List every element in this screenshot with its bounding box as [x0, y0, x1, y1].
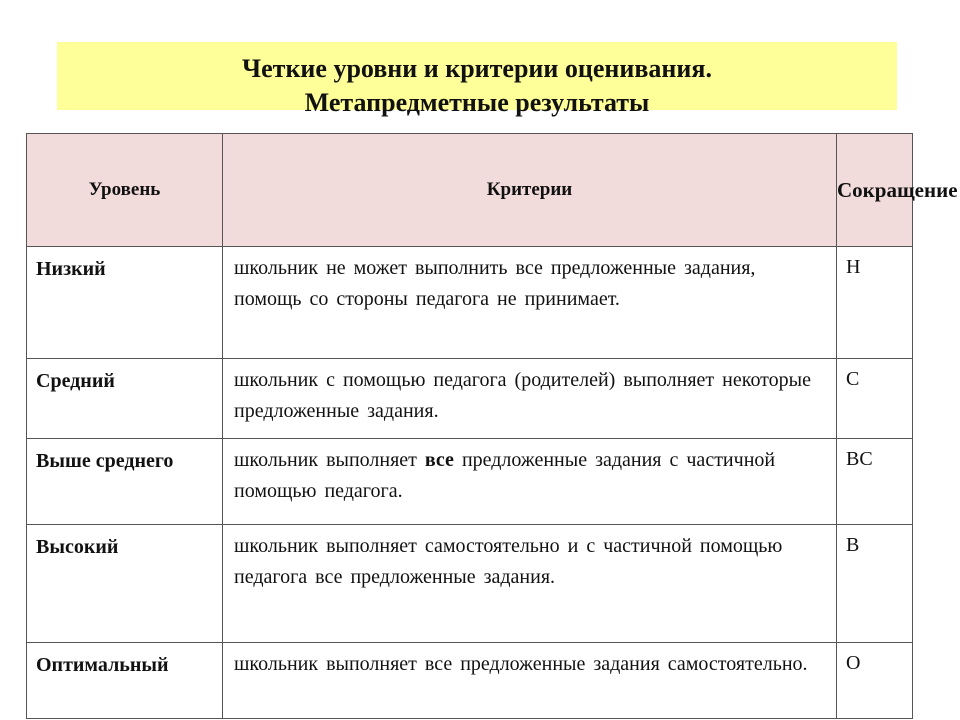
abbreviation-cell: ВС: [837, 439, 913, 525]
criteria-cell: школьник выполняет все предложенные задания самостоятельно.: [223, 643, 837, 719]
level-cell: Оптимальный: [27, 643, 223, 719]
header-abbreviation: Сокращение: [837, 134, 913, 247]
header-criteria: Критерии: [223, 134, 837, 247]
criteria-cell: школьник выполняет самостоятельно и с частичной помощью педагога все предложенные задания.: [223, 525, 837, 643]
table-row: [27, 643, 913, 719]
title-line-1: Четкие уровни и критерии оценивания.: [242, 54, 712, 83]
table-row: [27, 439, 913, 525]
abbreviation-cell: Н: [837, 247, 913, 359]
page-title: [57, 52, 897, 120]
level-cell: Низкий: [27, 247, 223, 359]
title-line-2: Метапредметные результаты: [304, 88, 650, 117]
abbreviation-cell: В: [837, 525, 913, 643]
criteria-text-after: предложенные задания с частичной помощью педагога.: [234, 449, 776, 502]
level-cell: Высокий: [27, 525, 223, 643]
criteria-table: [26, 133, 958, 719]
level-cell: Средний: [27, 359, 223, 439]
header-level: Уровень: [27, 134, 223, 247]
level-cell: Выше среднего: [27, 439, 223, 525]
criteria-cell: школьник не может выполнить все предложенные задания, помощь со стороны педагога не принимает.: [223, 247, 837, 359]
criteria-cell: школьник с помощью педагога (родителей) выполняет некоторые предложенные задания.: [223, 359, 837, 439]
criteria-emphasis: все: [424, 449, 454, 471]
table-row: [27, 525, 913, 643]
table-row: [27, 247, 913, 359]
table-row: [27, 359, 913, 439]
abbreviation-cell: С: [837, 359, 913, 439]
abbreviation-cell: О: [837, 643, 913, 719]
criteria-cell: [223, 439, 837, 525]
table-header-row: [27, 134, 913, 247]
criteria-text-before: школьник выполняет: [234, 449, 425, 471]
